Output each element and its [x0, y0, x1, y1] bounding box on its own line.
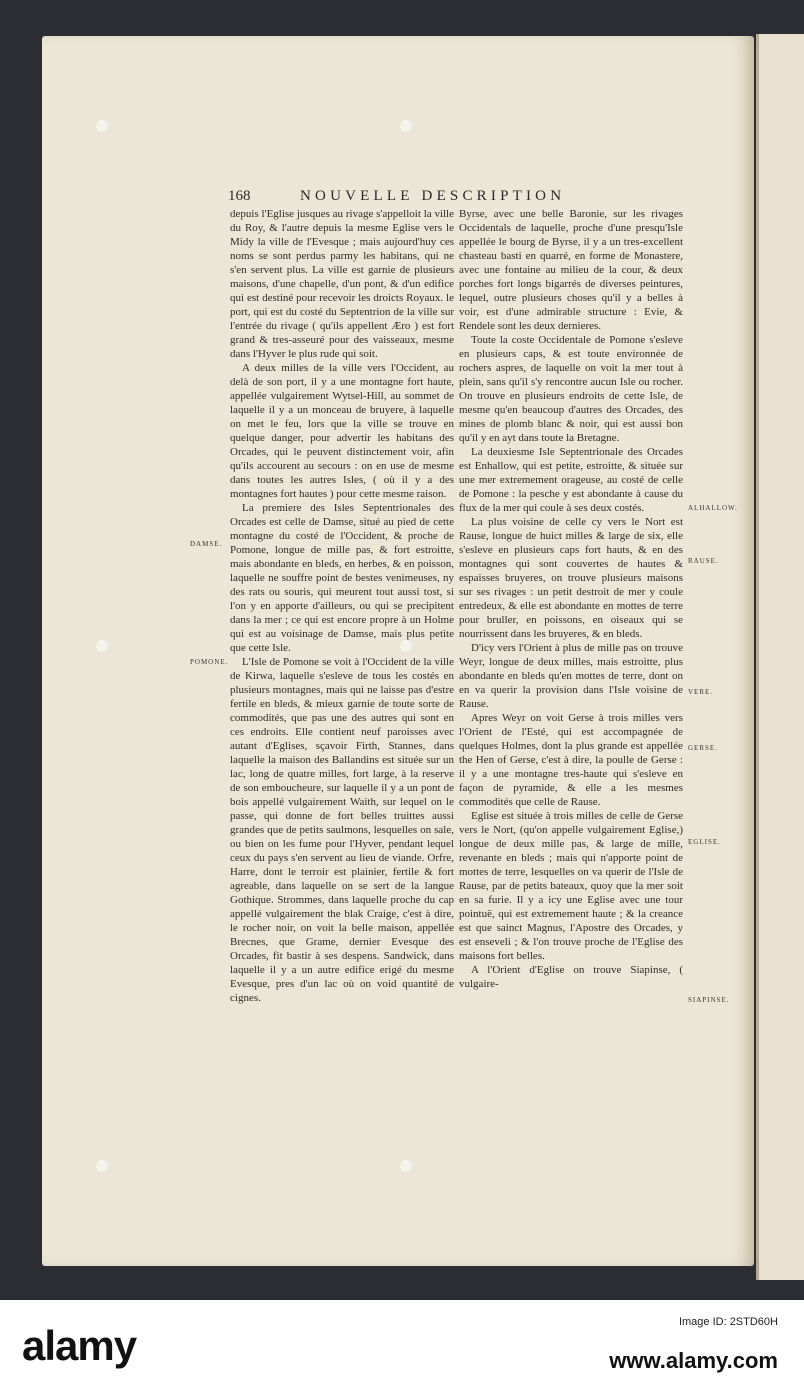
paragraph: La plus voisine de celle cy vers le Nort est Rause, longue de huict milles & large de six, elle s'esleve en plusieurs caps fort hauts, & en des montagnes qui sont couvertes de hautes & espaisses bruyeres, on trouve plusieurs maisons sur ses rivages : un petit destroit de mer y coule entredeux, & elle est abondante en mottes de terre pour bruller, en poissons, en oiseaux qui se nourrissent dans les bruyeres, & en bleds. — [459, 516, 683, 640]
paragraph: A l'Orient d'Eglise on trouve Siapinse, ( vulgaire- — [459, 964, 683, 990]
margin-note-rause: RAUSE. — [688, 557, 719, 565]
paragraph: D'icy vers l'Orient à plus de mille pas on trouve Weyr, longue de deux milles, mais estroitte, plus abondante en bleds qu'en mottes de terre, dont on en va querir la provision dans l'Isle voisine de Rause. — [459, 642, 683, 710]
text-column-right — [459, 207, 683, 991]
book-page-right-edge — [756, 34, 804, 1280]
paragraph: A deux milles de la ville vers l'Occident, au delà de son port, il y a une montagne fort haute, appellée vulgairement Wytsel-Hill, au sommet de laquelle il y a un monceau de bruyere, à laquelle on met le feu, lors que la ville se trouve en quelque danger, pour advertir les habitans des Orcades, qui le peuvent distinctement voir, afin qu'ils accourent au secours : on en use de mesme dans toutes les autres Isles, ( où il y a des montagnes fort hautes ) pour cette mesme raison. — [230, 362, 454, 500]
watermark-dot — [400, 640, 412, 652]
margin-note-siapinse: SIAPINSE. — [688, 996, 730, 1004]
alamy-logo: alamy — [22, 1322, 137, 1369]
watermark-dot — [96, 640, 108, 652]
paragraph: L'Isle de Pomone se voit à l'Occident de la ville de Kirwa, laquelle s'esleve de tous les costés en plusieurs montagnes, mais qui ne laisse pas d'estre fertile en bleds, & mieux garnie de toute sorte de commodités, que pas une des autres qui sont en ces endroits. Elle contient neuf paroisses avec autant d'Eglises, sçavoir Firth, Stannes, dans laquelle la maison des Ballandins est située sur un lac, long de quatre milles, fort large, à la reserve de son emboucheure, sur laquelle il y a un pont de bois appellé vulgairement Waith, sur lequel on le passe, qui donne de fort belles truittes aussi grandes que de petits saulmons, lesquelles on sale, ou bien on les fume pour l'Hyver, pendant lequel ceux du pays s'en servent au lieu de viande. Orfre, Harre, dont le terroir est plainier, fertile & fort agreable, dans laquelle on se sert de la langue Gothique. Strommes, dans laquelle proche du cap appellé vulgairement the blak Craige, c'est à dire, le rocher noir, on voit la belle maison, appellée Brecnes, que Grame, dernier Evesque des Orcades, fit bastir à ses despens. Sandwick, dans laquelle il y a un autre edifice erigé du mesme Evesque, pres d'un lac où on void quantité de cignes. — [230, 656, 454, 1004]
paragraph: La deuxiesme Isle Septentrionale des Orcades est Enhallow, qui est petite, estroitte, & située sur une mer extremement orageuse, au costé de celle de Pomone : la pesche y est abondante à cause du flux de la mer qui coule à ses deux costés. — [459, 446, 683, 514]
margin-note-gerse: GERSE. — [688, 744, 718, 752]
stock-watermark-bar — [0, 1300, 804, 1390]
watermark-dot — [400, 120, 412, 132]
paragraph: Apres Weyr on voit Gerse à trois milles vers l'Orient de l'Esté, qui est accompagnée de quelques Holmes, dont la plus grande est appellée the Hen of Gerse, c'est à dire, la poulle de Gerse : il y a une montagne tres-haute qui s'esleve en façon de pyramide, & elle a les mesmes commodités que celle de Rause. — [459, 712, 683, 808]
paragraph: Eglise est située à trois milles de celle de Gerse vers le Nort, (qu'on appelle vulgairement Eglise,) longue de deux mille pas, & large de mille, revenante en bleds ; mais qui n'apporte point de mottes de terre, lesquelles on va querir de l'Isle de Rause, par de petits bateaux, quoy que la mer soit en sa furie. Il y a icy une Eglise avec une tour pointuë, qui est extremement haute ; & la creance est que sainct Magnus, l'Apostre des Orcades, y est enseveli ; & l'on trouve proche de l'Eglise des maisons fort belles. — [459, 810, 683, 962]
paragraph: Byrse, avec une belle Baronie, sur les rivages Occidentals de laquelle, proche d'une presqu'Isle appellée le bourg de Byrse, il y a un tres-excellent chasteau basti en quarré, en forme de Monastere, avec une fontaine au milieu de la cour, & deux porches fort longs bigarrés de diverses peintures, lequel, outre plusieurs choses qu'il y a belles à voir, est d'une admirable structure : Evie, & Rendele sont les deux dernieres. — [459, 208, 683, 332]
paragraph: Toute la coste Occidentale de Pomone s'esleve en plusieurs caps, & est toute environnée de rochers aspres, de laquelle on voit la mer tout à plein, sans qu'il s'y rencontre aucun Isle ou rocher. On trouve en plusieurs endroits de cette Isle, de mesme qu'en beaucoup d'autres des Orcades, des mines de plomb blanc & noir, qui est aussi bon qu'il y en ayt dans toute la Bretagne. — [459, 334, 683, 444]
margin-note-damse: DAMSE. — [190, 540, 223, 548]
watermark-dot — [96, 1160, 108, 1172]
margin-note-alhallow: ALHALLOW. — [688, 504, 738, 512]
page-number: 168 — [228, 188, 251, 204]
margin-note-pomone: POMONE. — [190, 658, 229, 666]
paragraph: depuis l'Eglise jusques au rivage s'appelloit la ville du Roy, & l'autre depuis la mesme Eglise vers le Midy la ville de l'Evesque ; mais aujourd'huy ces noms se sont perdus parmy les habitans, qui ne s'en servent plus. La ville est garnie de plusieurs maisons, d'une chapelle, d'un pont, & d'un edifice qui est destiné pour recevoir les droicts Royaux. le port, qui est du costé du Septentrion de la ville sur l'entrée du rivage ( qu'ils appellent Æro ) est fort grand & tres-asseuré pour des vaisseaux, mesme dans l'Hyver le plus rude qui soit. — [230, 208, 454, 360]
paragraph: La premiere des Isles Septentrionales des Orcades est celle de Damse, situé au pied de cette montagne du costé de l'Occident, & proche de Pomone, longue de mille pas, & fort estroitte, mais abondante en bleds, en herbes, & en poisson, laquelle ne souffre point de bestes venimeuses, ny des rats ou souris, qui meurent tout aussi tost, si l'on y en apporte d'ailleurs, ou qui se precipitent dans la mer ; ce qui est encore propre à un Holme qui est au voisinage de Damse, mais plus petite que cette Isle. — [230, 502, 454, 654]
image-id: Image ID: 2STD60H — [678, 1316, 778, 1328]
margin-note-eglise: EGLISE. — [688, 838, 721, 846]
margin-note-vere: VERE. — [688, 688, 714, 696]
watermark-dot — [96, 120, 108, 132]
running-head: NOUVELLE DESCRIPTION — [300, 188, 566, 204]
watermark-url: www.alamy.com — [609, 1348, 778, 1373]
text-column-left — [230, 207, 454, 1005]
watermark-dot — [400, 1160, 412, 1172]
